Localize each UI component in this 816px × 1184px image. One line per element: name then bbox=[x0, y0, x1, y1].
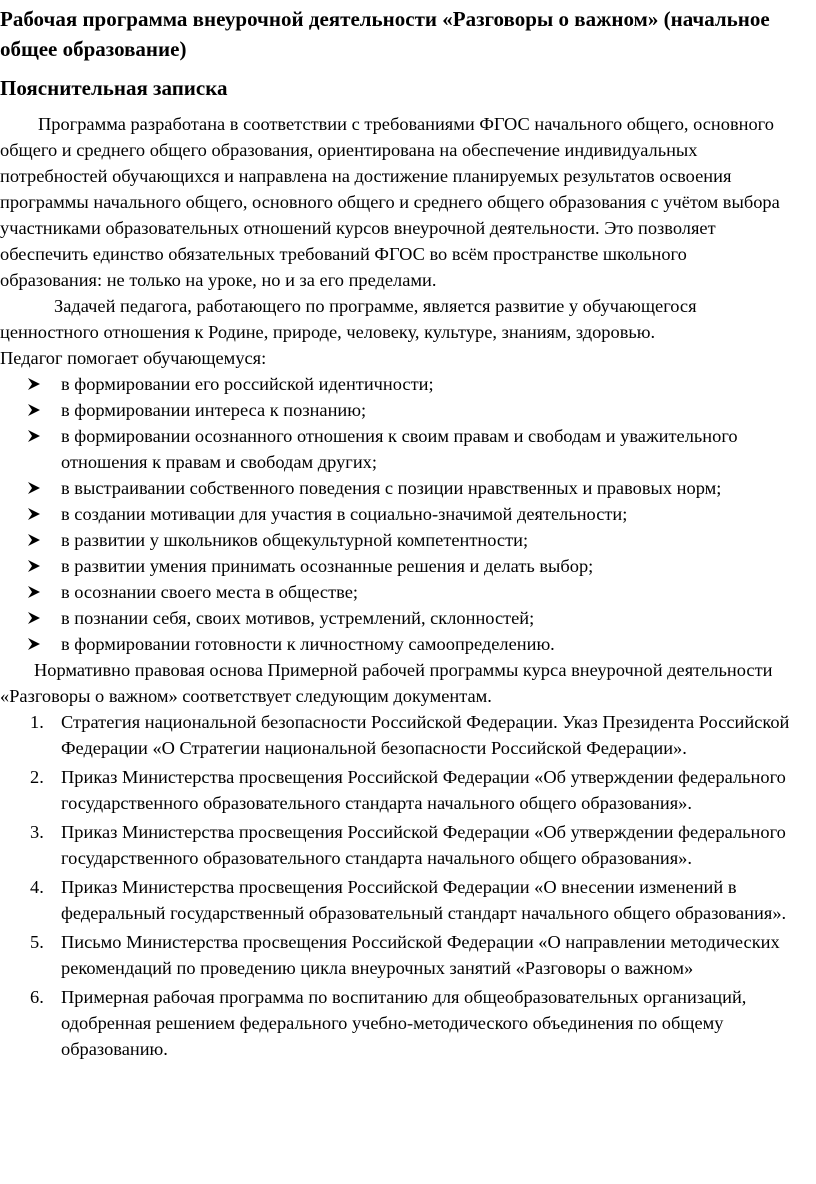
arrowhead-bullet-icon bbox=[26, 605, 42, 631]
list-item: в создании мотивации для участия в социально-значимой деятельности; bbox=[0, 501, 792, 527]
arrowhead-bullet-icon bbox=[26, 527, 42, 553]
item-number: 3. bbox=[30, 822, 44, 842]
document-item bbox=[0, 819, 792, 871]
arrowhead-bullet-icon bbox=[26, 579, 42, 605]
item-number: 6. bbox=[30, 987, 44, 1007]
list-item: в формировании его российской идентичности; bbox=[0, 371, 792, 397]
document-item bbox=[0, 764, 792, 816]
item-text: Стратегия национальной безопасности Российской Федерации. Указ Президента Российской Федерации «О Стратегии национальной безопасности Российской Федерации». bbox=[61, 712, 790, 758]
documents-list bbox=[0, 709, 792, 1062]
item-text: Приказ Министерства просвещения Российской Федерации «Об утверждении федерального государственного образовательного стандарта начального общего образования». bbox=[61, 822, 786, 868]
intro-paragraph: Программа разработана в соответствии с требованиями ФГОС начального общего, основного общего и среднего общего образования, ориентирована на обеспечение индивидуальных потребностей обучающихся и направлена на достижение планируемых результатов освоения программы начального общего, основного общего и среднего общего образования с учётом выбора участниками образовательных отношений курсов внеурочной деятельности. Это позволяет обеспечить единство обязательных требований ФГОС во всём пространстве школьного образования: не только на уроке, но и за его пределами. bbox=[0, 114, 780, 290]
list-item: в формировании интереса к познанию; bbox=[0, 397, 792, 423]
list-item: в развитии умения принимать осознанные решения и делать выбор; bbox=[0, 553, 792, 579]
list-item: в развитии у школьников общекультурной компетентности; bbox=[0, 527, 792, 553]
list-item: в формировании готовности к личностному самоопределению. bbox=[0, 631, 792, 657]
arrowhead-bullet-icon bbox=[26, 397, 42, 423]
arrowhead-bullet-icon bbox=[26, 553, 42, 579]
list-item: в осознании своего места в обществе; bbox=[0, 579, 792, 605]
item-number: 4. bbox=[30, 877, 44, 897]
arrowhead-bullet-icon bbox=[26, 371, 42, 397]
list-lead: Педагог помогает обучающемуся: bbox=[0, 348, 267, 368]
item-text: Приказ Министерства просвещения Российской Федерации «О внесении изменений в федеральный государственный образовательный стандарт начального общего образования». bbox=[61, 877, 787, 923]
item-text: Приказ Министерства просвещения Российской Федерации «Об утверждении федерального государственного образовательного стандарта начального общего образования». bbox=[61, 767, 786, 813]
competency-list bbox=[0, 371, 792, 657]
document-item bbox=[0, 709, 792, 761]
document-item bbox=[0, 984, 792, 1062]
task-paragraph: Задачей педагога, работающего по программе, является развитие у обучающегося ценностного отношения к Родине, природе, человеку, культуре, знаниям, здоровью. bbox=[0, 296, 697, 342]
document-title: Рабочая программа внеурочной деятельности «Разговоры о важном» (начальное общее образование) bbox=[0, 7, 770, 61]
arrowhead-bullet-icon bbox=[26, 475, 42, 501]
list-item: в формировании осознанного отношения к своим правам и свободам и уважительного отношения к правам и свободам других; bbox=[0, 423, 792, 475]
arrowhead-bullet-icon bbox=[26, 631, 42, 657]
document-item bbox=[0, 874, 792, 926]
normative-paragraph: Нормативно правовая основа Примерной рабочей программы курса внеурочной деятельности «Разговоры о важном» соответствует следующим документам. bbox=[0, 660, 773, 706]
document-item bbox=[0, 929, 792, 981]
list-item: в выстраивании собственного поведения с позиции нравственных и правовых норм; bbox=[0, 475, 792, 501]
item-number: 2. bbox=[30, 767, 44, 787]
item-number: 5. bbox=[30, 932, 44, 952]
item-text: Примерная рабочая программа по воспитанию для общеобразовательных организаций, одобренная решением федерального учебно-методического объединения по общему образованию. bbox=[61, 987, 747, 1059]
item-text: Письмо Министерства просвещения Российской Федерации «О направлении методических рекомендаций по проведению цикла внеурочных занятий «Разговоры о важном» bbox=[61, 932, 780, 978]
section-heading: Пояснительная записка bbox=[0, 76, 228, 100]
list-item: в познании себя, своих мотивов, устремлений, склонностей; bbox=[0, 605, 792, 631]
item-number: 1. bbox=[30, 712, 44, 732]
arrowhead-bullet-icon bbox=[26, 423, 42, 449]
arrowhead-bullet-icon bbox=[26, 501, 42, 527]
